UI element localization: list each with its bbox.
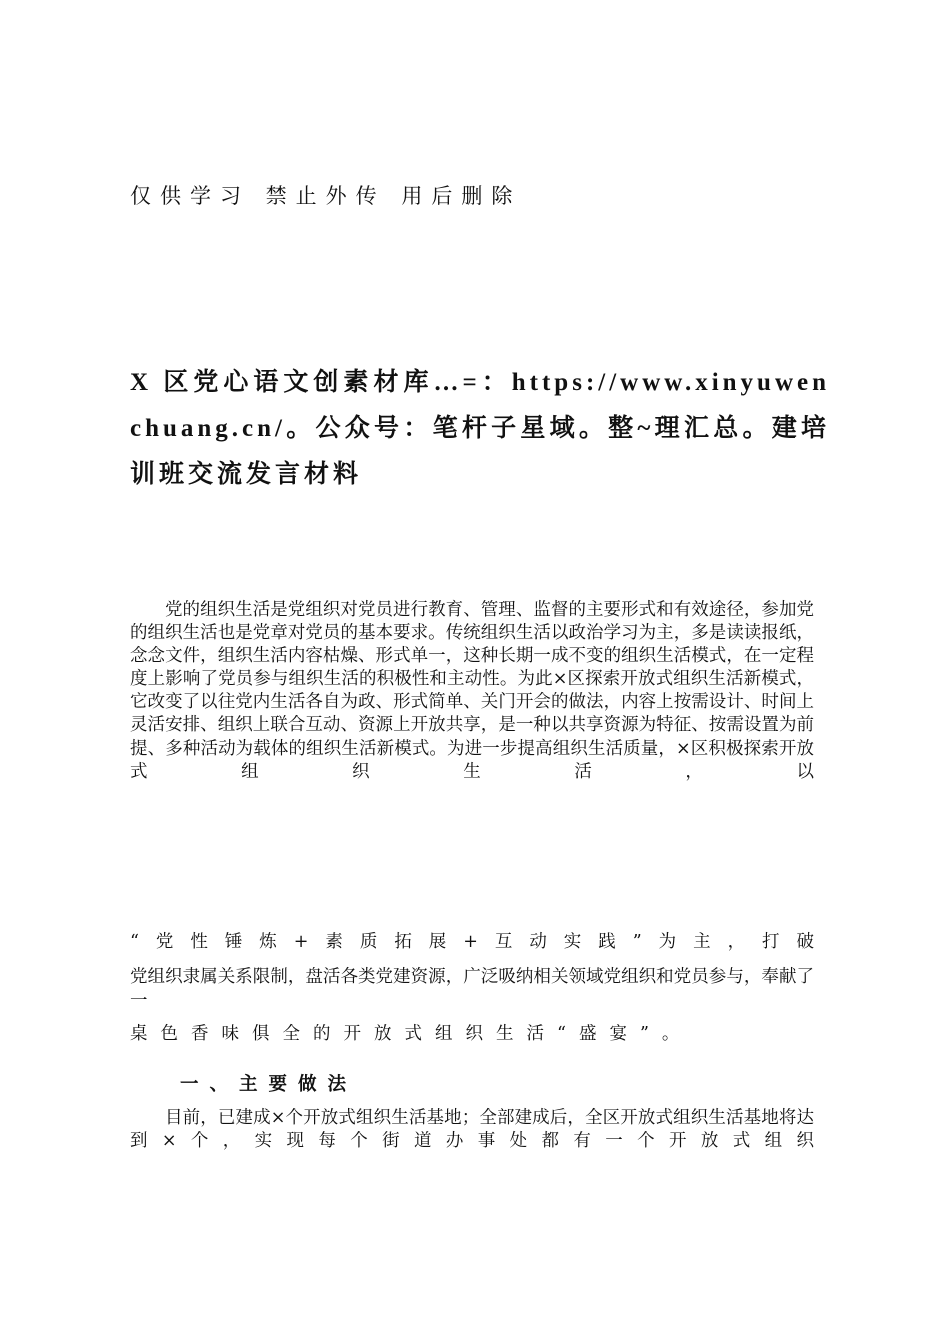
section-heading: 一、主要做法 bbox=[180, 1074, 358, 1095]
confidentiality-notice: 仅供学习 禁止外传 用后删除 bbox=[130, 184, 522, 208]
body-paragraph-resources: 党组织隶属关系限制，盘活各类党建资源，广泛吸纳相关领域党组织和党员参与，奉献了一 bbox=[130, 967, 814, 1011]
body-paragraph-progress: 目前，已建成×个开放式组织生活基地；全部建成后，全区开放式组织生活基地将达到×个，实现每个街道办事处都有一个开放式组织 bbox=[130, 1108, 814, 1152]
document-title: X 区党心语文创素材库…=：https://www.xinyuwenchuang.cn/。公众号：笔杆子星域。整~理汇总。建培训班交流发言材料 bbox=[130, 369, 830, 488]
body-paragraph-intro: 党的组织生活是党组织对党员进行教育、管理、监督的主要形式和有效途径，参加党的组织生活也是党章对党员的基本要求。传统组织生活以政治学习为主，多是读读报纸，念念文件，组织生活内容枯燥、形式单一，这种长期一成不变的组织生活模式，在一定程度上影响了党员参与组织生活的积极性和主动性。为此×区探索开放式组织生活新模式，它改变了以往党内生活各自为政、形式简单、关门开会的做法，内容上按需设计、时间上灵活安排、组织上联合互动、资源上开放共享，是一种以共享资源为特征、按需设置为前提、多种活动为载体的组织生活新模式。为进一步提高组织生活质量，×区积极探索开放式组织生活，以 bbox=[130, 600, 814, 782]
body-line-feast: 桌色香味俱全的开放式组织生活“盛宴”。 bbox=[130, 1024, 693, 1044]
body-line-slogan: “党性锤炼+素质拓展+互动实践”为主，打破 bbox=[130, 932, 814, 952]
